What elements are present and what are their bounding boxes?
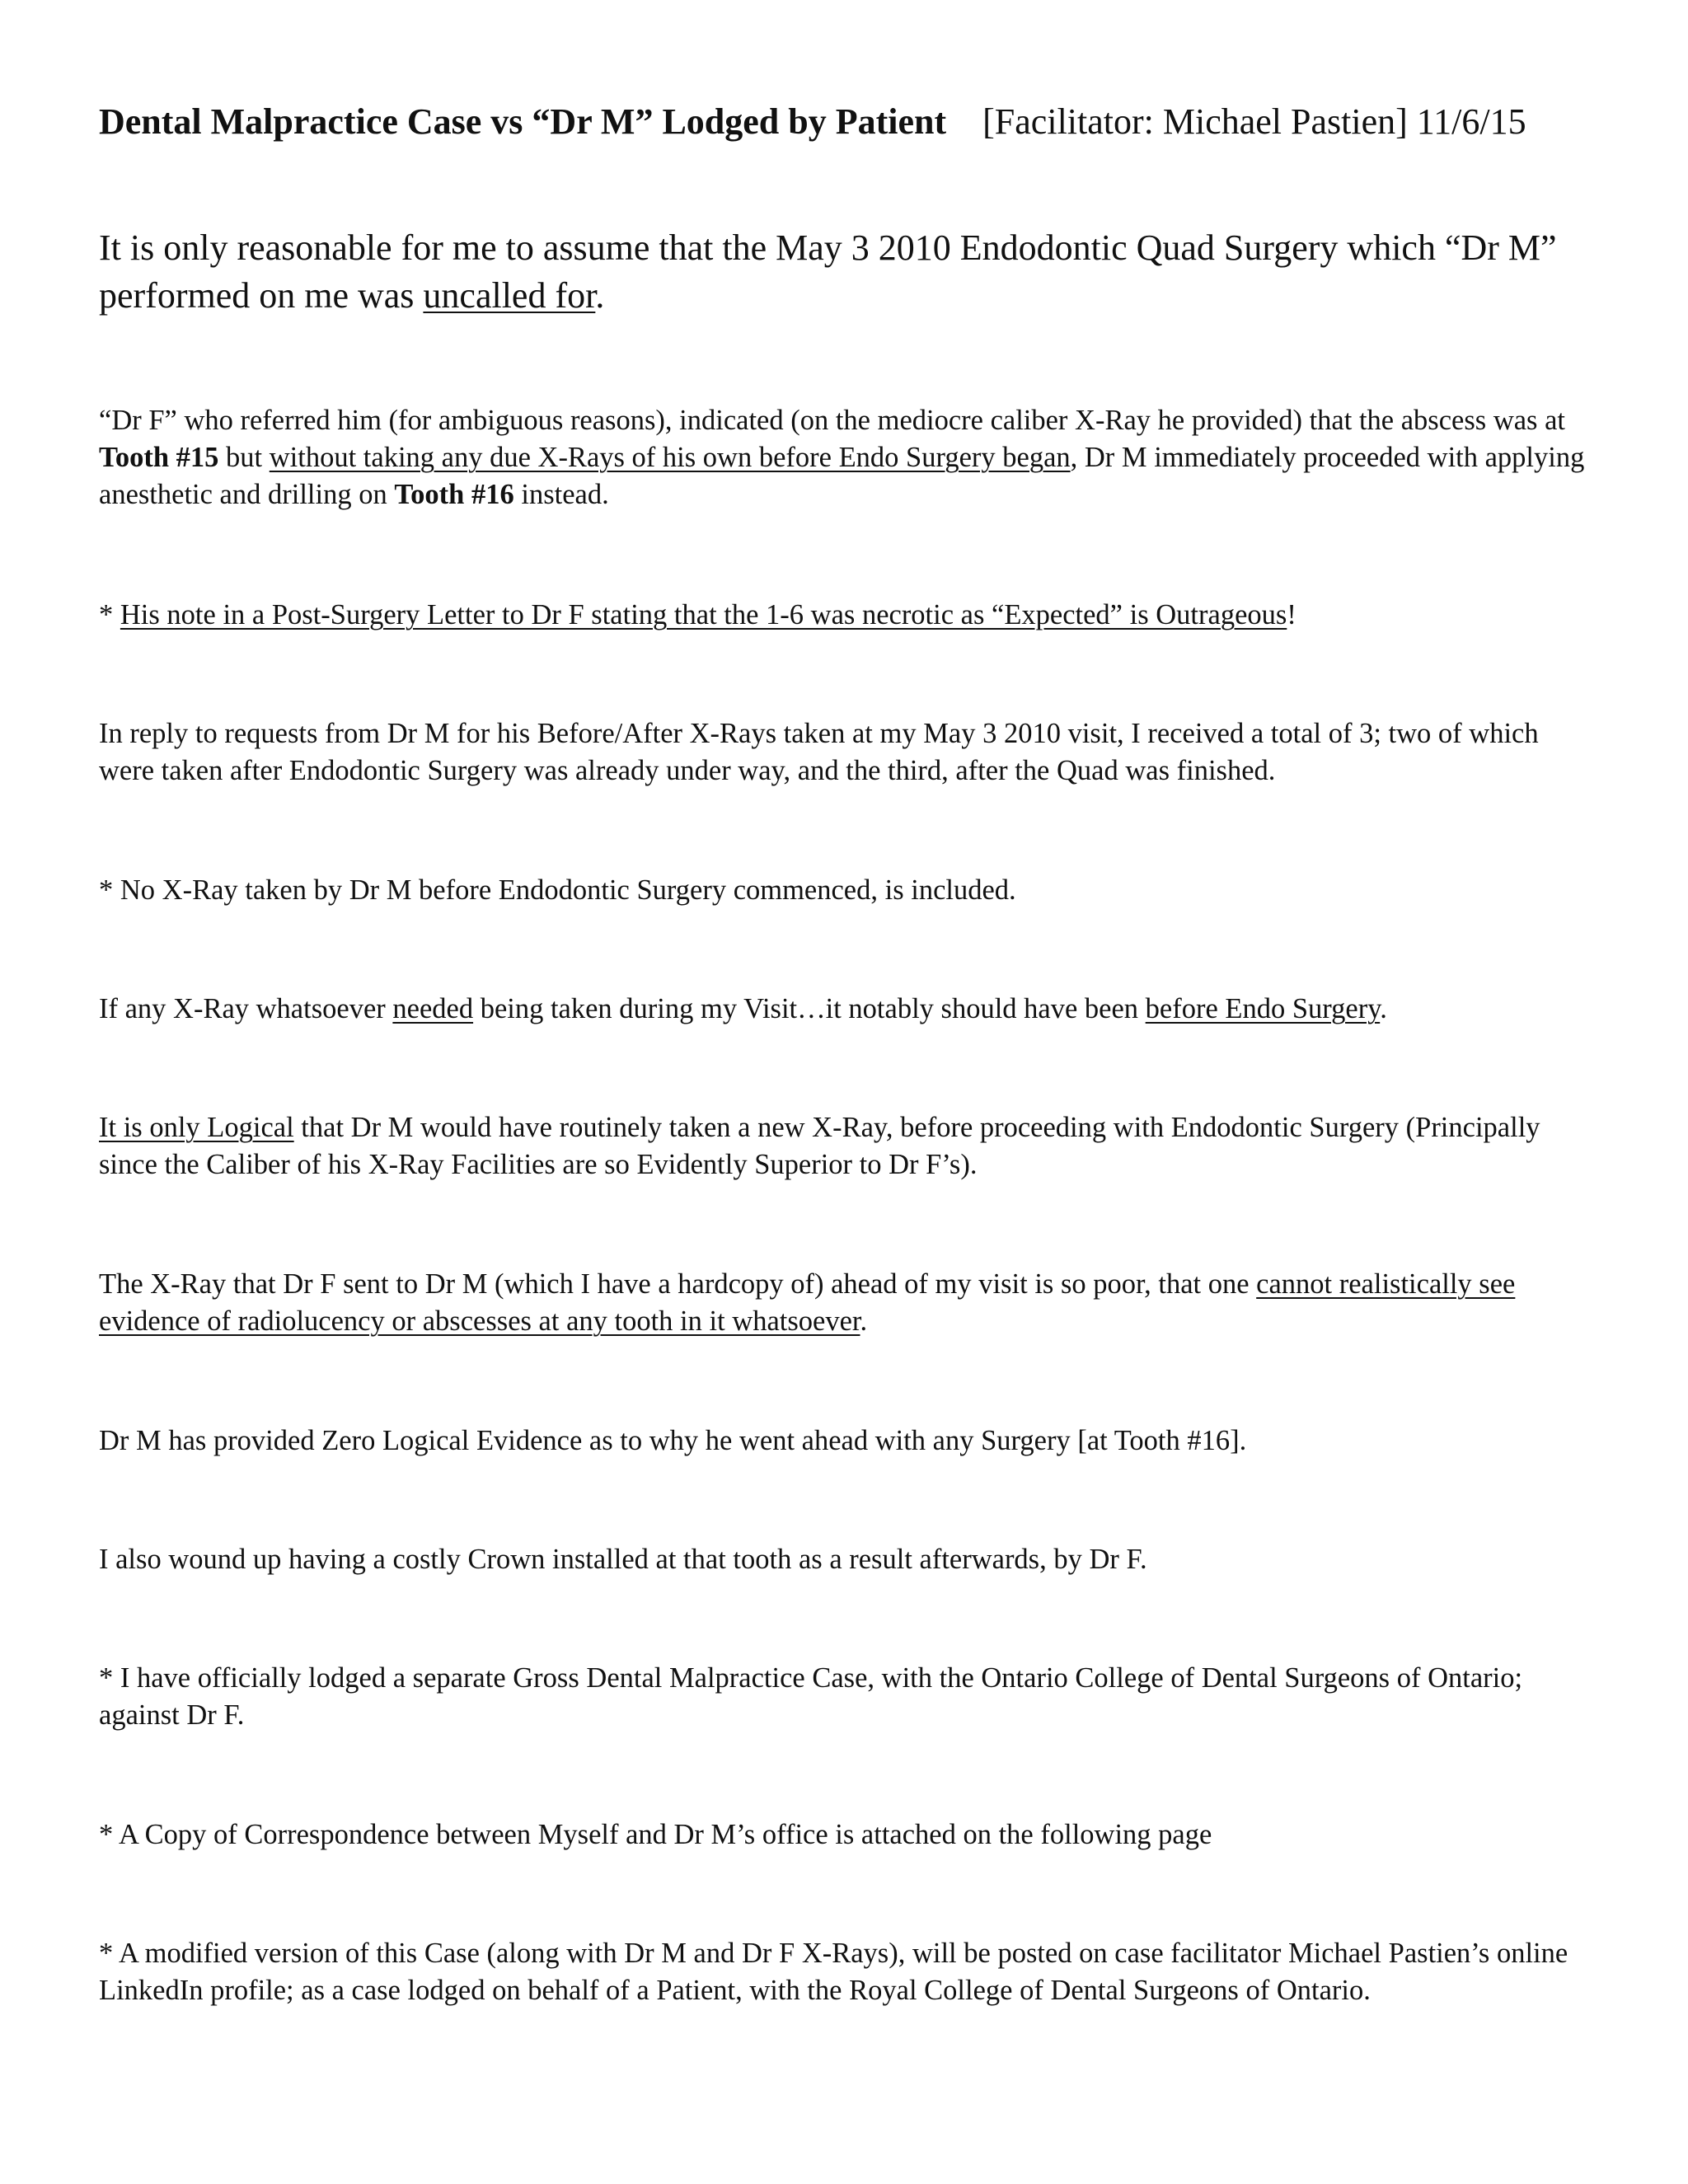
paragraph-emphasis: cannot realistically see evidence of radiolucency or abscesses at any tooth in it whatsoever xyxy=(99,1268,1516,1337)
paragraph-emphasis: before Endo Surgery xyxy=(1145,993,1381,1024)
paragraph-emphasis: needed xyxy=(392,993,474,1024)
paragraph-emphasis: It is only Logical xyxy=(99,1112,294,1143)
paragraph-text: but xyxy=(218,442,270,473)
tooth-16-label: Tooth #16 xyxy=(394,479,514,510)
paragraph-zero-evidence: Dr M has provided Zero Logical Evidence as to why he went ahead with any Surgery [at Tooth #16]. xyxy=(99,1425,1247,1456)
document-header xyxy=(99,97,1599,147)
paragraph-crown: I also wound up having a costly Crown installed at that tooth as a result afterwards, by Dr F. xyxy=(99,1544,1147,1575)
lead-text: It is only reasonable for me to assume that the May 3 2010 Endodontic Quad Surgery which “Dr M” performed on me was xyxy=(99,227,1557,316)
bullet-marker: * xyxy=(99,599,120,630)
paragraph-emphasis: without taking any due X-Rays of his own before Endo Surgery began xyxy=(269,442,1071,473)
paragraph-text: If any X-Ray whatsoever xyxy=(99,993,393,1024)
paragraph-no-xray: * No X-Ray taken by Dr M before Endodontic Surgery commenced, is included. xyxy=(99,874,1016,906)
paragraph-text: that Dr M would have routinely taken a new X-Ray, before proceeding with Endodontic Surgery (Principally since the Caliber of his X-Ray Facilities are so Evidently Superior to Dr F’s). xyxy=(99,1112,1540,1180)
paragraph-text: . xyxy=(860,1305,868,1337)
paragraph-correspondence: * A Copy of Correspondence between Myself and Dr M’s office is attached on the following page xyxy=(99,1819,1212,1850)
document-title: Dental Malpractice Case vs “Dr M” Lodged by Patient xyxy=(99,101,947,142)
lead-emphasis: uncalled for xyxy=(423,275,596,316)
paragraph-xray-timing xyxy=(99,991,1599,1028)
paragraph-referral xyxy=(99,402,1599,513)
paragraph-text: ! xyxy=(1287,599,1296,630)
facilitator-note: [Facilitator: Michael Pastien] 11/6/15 xyxy=(982,101,1526,142)
paragraph-text: The X-Ray that Dr F sent to Dr M (which I have a hardcopy of) ahead of my visit is so poor, that one xyxy=(99,1268,1257,1300)
paragraph-text: being taken during my Visit…it notably should have been xyxy=(473,993,1146,1024)
tooth-15-label: Tooth #15 xyxy=(99,442,219,473)
lead-statement xyxy=(99,224,1599,320)
paragraph-emphasis: His note in a Post-Surgery Letter to Dr F stating that the 1-6 was necrotic as “Expected” is Outrageous xyxy=(120,599,1287,630)
paragraph-poor-xray xyxy=(99,1266,1599,1340)
paragraph-text: . xyxy=(1380,993,1387,1024)
paragraph-post-surgery-note xyxy=(99,597,1599,634)
paragraph-separate-case: * I have officially lodged a separate Gross Dental Malpractice Case, with the Ontario College of Dental Surgeons of Ontario; against Dr F. xyxy=(99,1662,1523,1731)
paragraph-text: “Dr F” who referred him (for ambiguous reasons), indicated (on the mediocre caliber X-Ray he provided) that the abscess was at xyxy=(99,405,1565,436)
paragraph-linkedin: * A modified version of this Case (along with Dr M and Dr F X-Rays), will be posted on case facilitator Michael Pastien’s online LinkedIn profile; as a case lodged on behalf of a Patient, with the Royal College of Dental Surgeons of Ontario. xyxy=(99,1938,1568,2006)
paragraph-text: , Dr M immediately proceeded with applying anesthetic and drilling on xyxy=(99,442,1585,510)
paragraph-text: instead. xyxy=(513,479,609,510)
paragraph-logical xyxy=(99,1109,1599,1183)
paragraph-xray-requests: In reply to requests from Dr M for his Before/After X-Rays taken at my May 3 2010 visit, I received a total of 3; two of which were taken after Endodontic Surgery was already under way, and the third, after the Quad was finished. xyxy=(99,718,1539,786)
lead-text-end: . xyxy=(595,275,605,316)
